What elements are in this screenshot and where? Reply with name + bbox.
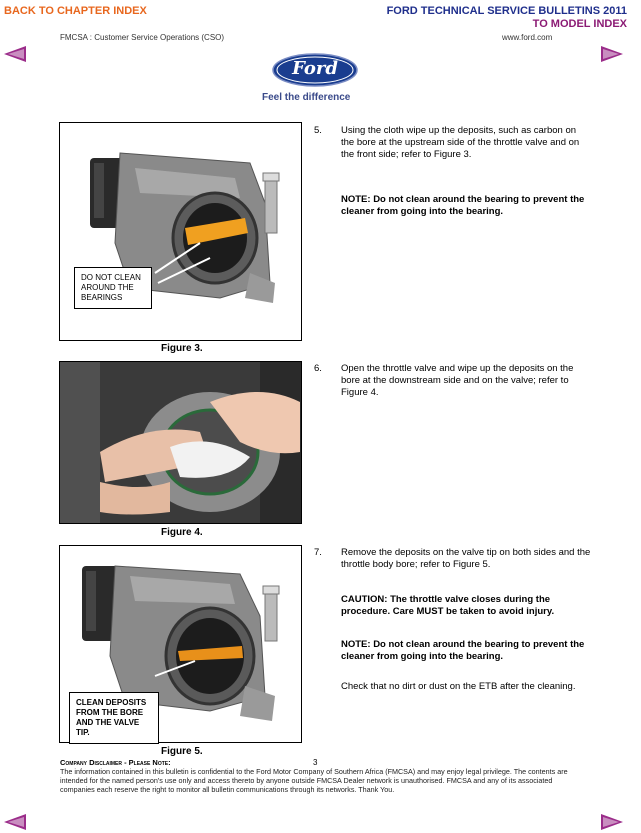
page-number: 3: [313, 758, 318, 767]
caution-text: CAUTION: The throttle valve closes during the procedure. Care MUST be taken to avoid injury.: [341, 594, 555, 617]
step-7-number: 7.: [314, 547, 322, 558]
step-5-text: Using the cloth wipe up the deposits, such as carbon on the bore at the upstream side of the throttle valve and on the front side; refer to Figure 3.: [341, 125, 580, 160]
next-page-arrow-bottom-icon[interactable]: [601, 814, 623, 830]
bulletin-title: FORD TECHNICAL SERVICE BULLETINS 2011: [386, 5, 627, 17]
disclaimer-title: Company Disclaimer - Please Note:: [60, 758, 171, 767]
hands-cleaning-photo-icon: [60, 362, 302, 524]
step-6-text: Open the throttle valve and wipe up the deposits on the bore at the downstream side and on the valve; refer to Figure 4.: [341, 363, 574, 398]
figure-5-caption: Figure 5.: [161, 746, 203, 757]
step-5-number: 5.: [314, 125, 322, 136]
figure-3-callout: DO NOT CLEAN AROUND THE BEARINGS: [74, 267, 152, 309]
note-bearing-2: NOTE: Do not clean around the bearing to prevent the cleaner from going into the bearing.: [341, 639, 585, 662]
previous-page-arrow-icon[interactable]: [4, 46, 26, 62]
step-6-number: 6.: [314, 363, 322, 374]
back-to-chapter-index-link[interactable]: BACK TO CHAPTER INDEX: [4, 5, 147, 17]
step-7-text: Remove the deposits on the valve tip on both sides and the throttle body bore; refer to Figure 5.: [341, 547, 591, 570]
website-text: www.ford.com: [502, 33, 553, 42]
figure-4-image: [59, 361, 302, 524]
org-name: FMCSA : Customer Service Operations (CSO): [60, 33, 225, 42]
ford-logo-text: Ford: [292, 58, 338, 79]
figure-4-caption: Figure 4.: [161, 527, 203, 538]
previous-page-arrow-bottom-icon[interactable]: [4, 814, 26, 830]
tagline: Feel the difference: [262, 92, 351, 103]
disclaimer-text: The information contained in this bulletin is confidential to the Ford Motor Company of Southern Africa (FMCSA) and may enjoy legal privilege. The contents are intended for the named person's use only and access thereto by anyone outside FMCSA Dealer network is unauthorised. FMCSA and any of its associated companies each reserve the right to monitor all bulletin communications through its networks. Thank You.: [60, 767, 568, 794]
check-text: Check that no dirt or dust on the ETB after the cleaning.: [341, 681, 576, 692]
note-bearing-1: NOTE: Do not clean around the bearing to prevent the cleaner from going into the bearing.: [341, 194, 585, 217]
to-model-index-link[interactable]: TO MODEL INDEX: [532, 18, 627, 30]
figure-5-callout: CLEAN DEPOSITS FROM THE BORE AND THE VALVE TIP.: [69, 692, 159, 744]
figure-3-caption: Figure 3.: [161, 343, 203, 354]
next-page-arrow-icon[interactable]: [601, 46, 623, 62]
